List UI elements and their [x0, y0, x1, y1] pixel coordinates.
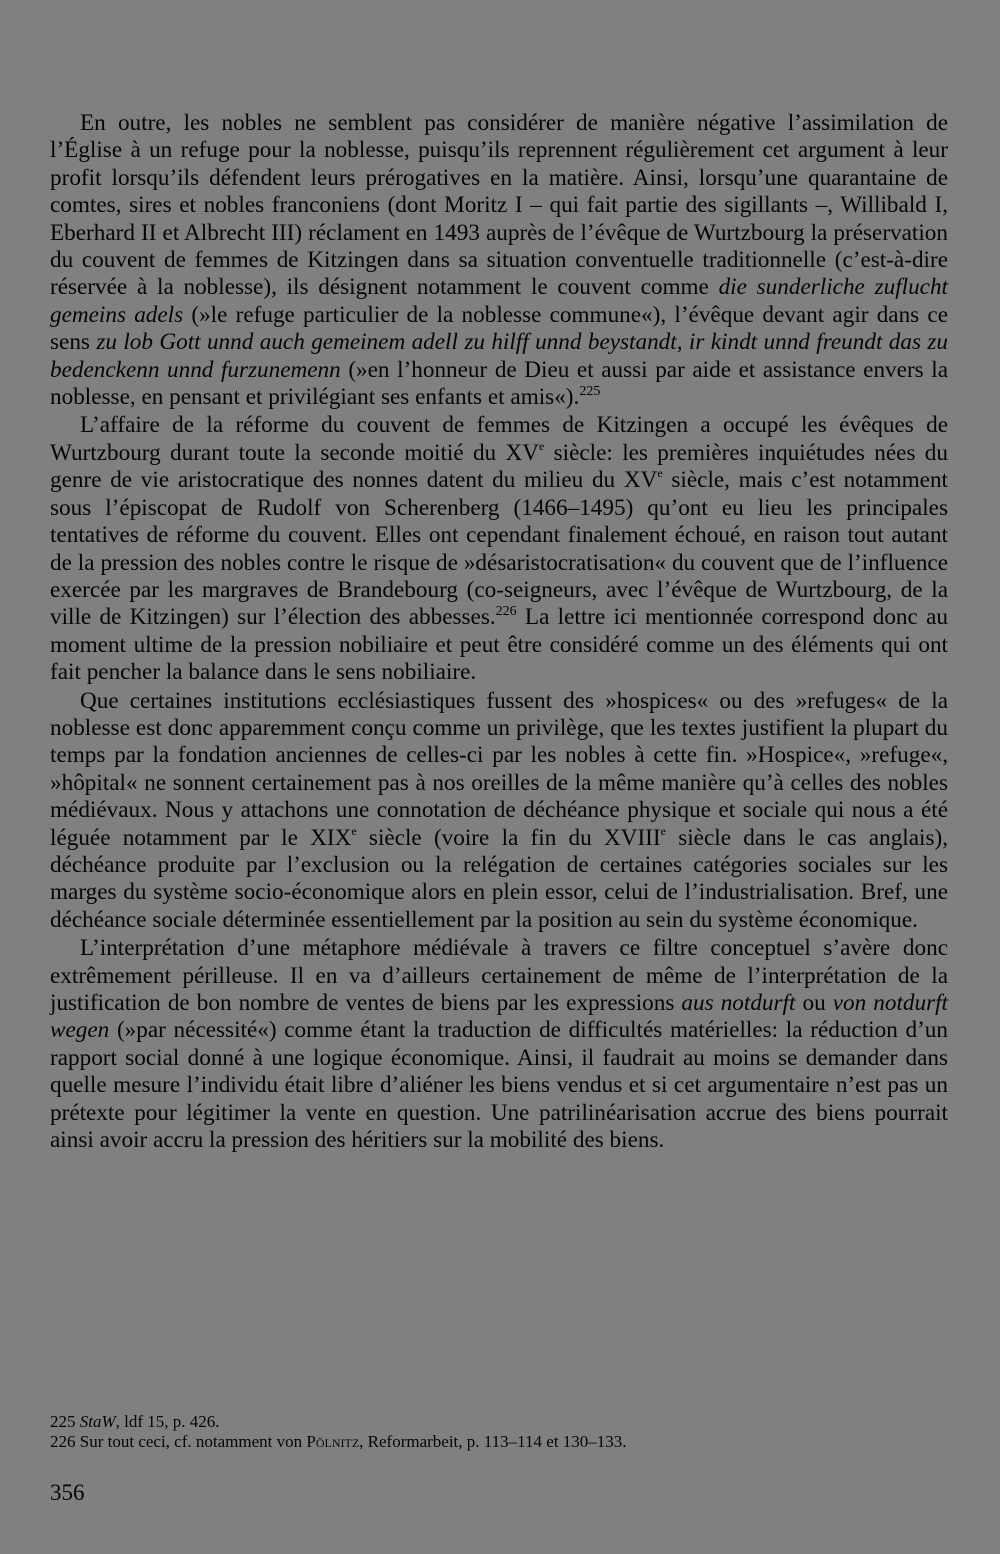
quote-italic: von notdurft wegen [50, 990, 948, 1044]
footnote-ref-225[interactable]: 225 [579, 384, 601, 400]
page-number: 356 [50, 1480, 85, 1505]
paragraph-3: Que certaines institutions ecclésiastiques fussent des »hospices« ou des »refuges« de la noblesse est donc apparemment conçu comme un privilège, que les textes justifient la plupart du temps par la fondation anciennes de celles-ci par les nobles à cette fin. »Hospice«, »refuge«, »hôpital« ne sonnent certainement pas à nos oreilles de la même manière qu’à celles des nobles médiévaux. Nous y attachons une connotation de déchéance physique et sociale qui nous a été léguée notamment par le XIXe siècle (voire la fin du XVIIIe siècle dans le cas anglais), déchéance produite par l’exclusion ou la relégation de certaines catégories sociales sur les marges du système socio-économique alors en plein essor, celui de l’industrialisation. Bref, une déchéance sociale déterminée essentiellement par la position au sein du système économique. [50, 687, 949, 933]
quote-italic: aus notdurft [681, 990, 796, 1016]
paragraph-1: En outre, les nobles ne semblent pas considérer de manière négative l’assimilation de l’Église à un refuge pour la noblesse, puisqu’ils reprennent régulièrement cet argument à leur profit lorsqu’ils défendent leurs prérogatives en la matière. Ainsi, lorsqu’une quarantaine de comtes, sires et nobles franconiens (dont Moritz I – qui fait partie des sigillants –, Willibald I, Eberhard II et Albrecht III) réclament en 1493 auprès de l’évêque de Wurtzbourg la préservation du couvent de femmes de Kitzingen dans sa situation conventuelle traditionnelle (c’est-à-dire réservée à la noblesse), ils désignent notamment le couvent comme die sunderliche zuflucht gemeins adels (»le refuge particulier de la noblesse commune«), l’évêque devant agir dans ce sens zu lob Gott unnd auch gemeinem adell zu hilff unnd beystandt, ir kindt unnd freundt das zu bedenckenn unnd furzunemenn (»en l’honneur de Dieu et aussi par aide et assistance envers la noblesse, en pensant et privilégiant ses enfants et amis«).$^{225}$ [50, 110, 949, 411]
quote-italic: die sunderliche zuflucht gemeins adels [50, 274, 949, 328]
paragraph-4: L’interprétation d’une métaphore médiévale à travers ce filtre conceptuel s’avère donc extrêmement périlleuse. Il en va d’ailleurs certainement de même de l’interprétation de la justification de bon nombre de ventes de biens par les expressions aus notdurft ou von notdurft wegen (»par nécessité«) comme étant la traduction de difficultés matérielles: la réduction d’un rapport social donné à une logique économique. Ainsi, il faudrait au moins se demander dans quelle mesure l’individu était libre d’aliéner les biens vendus et si cet argumentaire n’est pas un prétexte pour légitimer la vente en question. Une patrilinéarisation accrue des biens pourrait ainsi avoir accru la pression des héritiers sur la mobilité des biens. [50, 935, 948, 1154]
main-text [50, 110, 948, 1154]
quote-italic: zu lob Gott unnd auch gemeinem adell zu hilff unnd beystandt, ir kindt unnd freundt das zu bedenckenn unnd furzunemenn [50, 329, 948, 383]
footnote-ref-226[interactable]: 226 [495, 604, 517, 620]
footnote-226: 226 Sur tout ceci, cf. notamment von Pölnitz, Reformarbeit, p. 113–114 et 130–133. [50, 1432, 627, 1451]
paragraph-2: L’affaire de la réforme du couvent de femmes de Kitzingen a occupé les évêques de Wurtzbourg durant toute la seconde moitié du XVe siècle: les premières inquiétudes nées du genre de vie aristocratique des nonnes datent du milieu du XVe siècle, mais c’est notamment sous l’épiscopat de Rudolf von Scherenberg (1466–1495) qu’ont eu lieu les principales tentatives de réforme du couvent. Elles ont cependant finalement échoué, en raison tout autant de la pression des nobles contre le risque de »désaristocratisation« du couvent que de l’influence exercée par les margraves de Brandebourg (co-seigneurs, avec l’évêque de Wurtzbourg, de la ville de Kitzingen) sur l’élection des abbesses.$^{226}$ La lettre ici mentionnée correspond donc au moment ultime de la pression nobiliaire et peut être considéré comme un des éléments qui ont fait pencher la balance dans le sens nobiliaire. [50, 412, 948, 686]
footnote-225: 225 StaW, ldf 15, p. 426. [50, 1412, 220, 1431]
footnotes [50, 1412, 948, 1452]
